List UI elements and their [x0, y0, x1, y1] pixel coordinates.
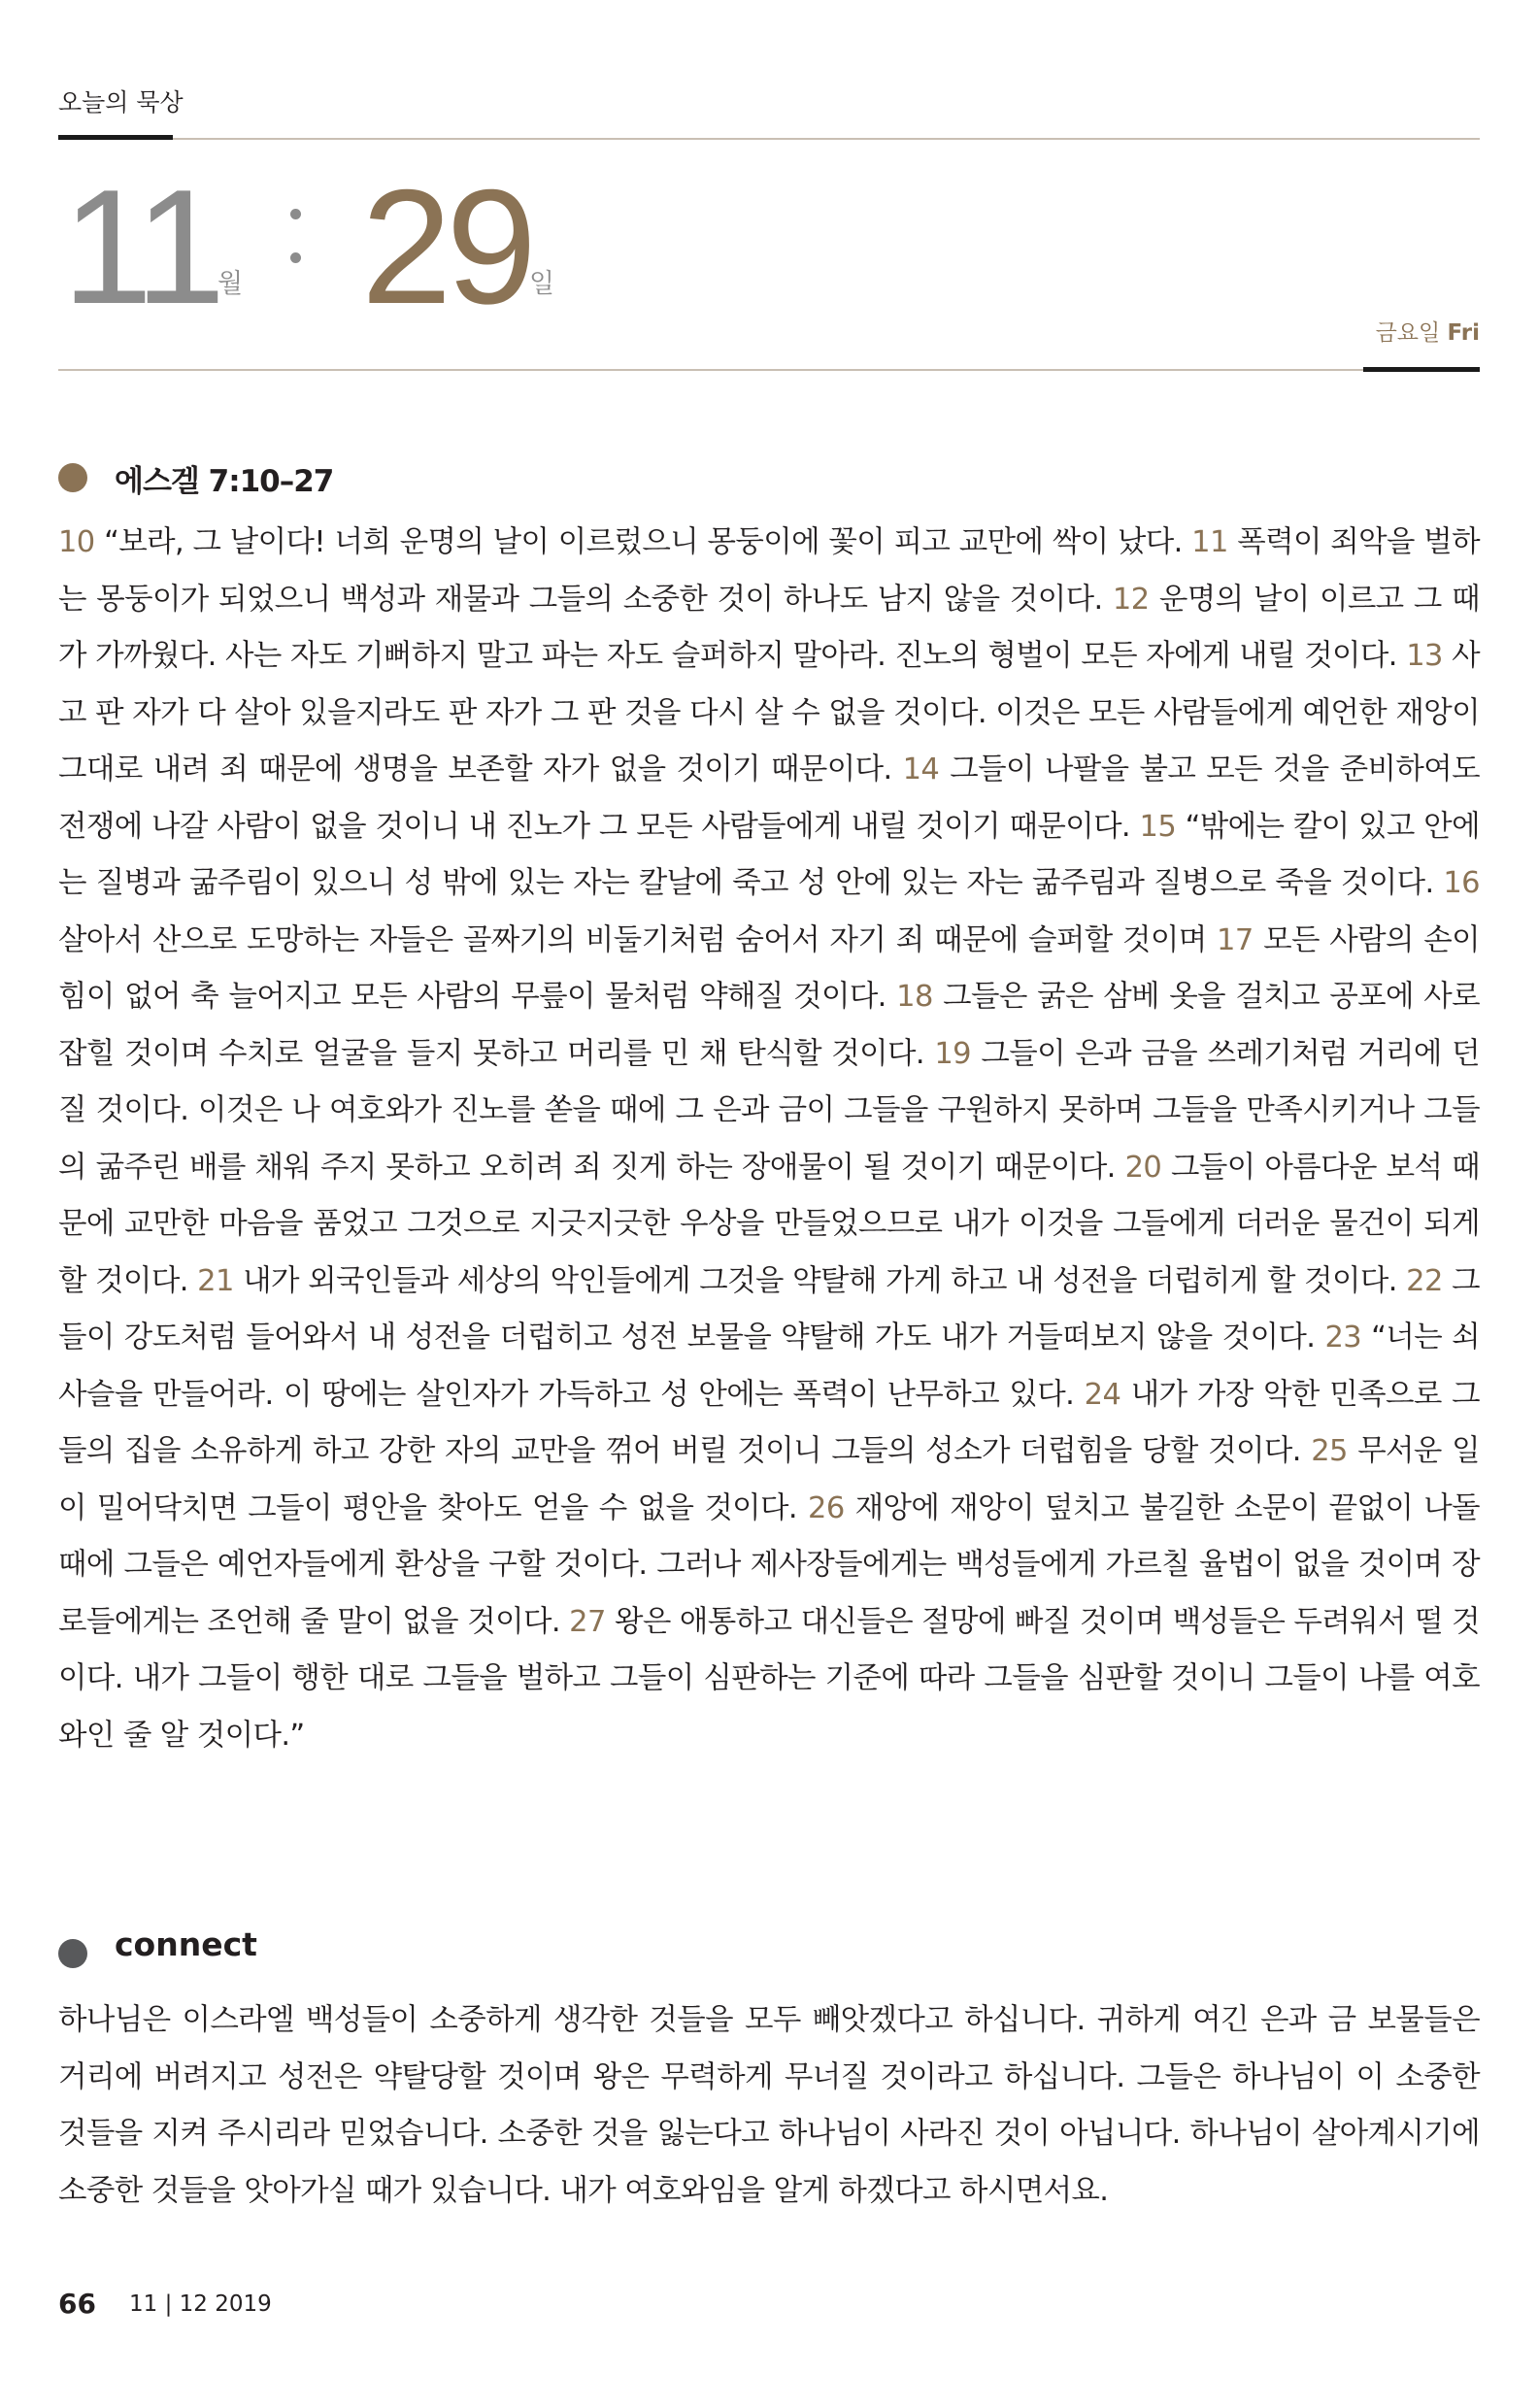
verse-text: 그들이 은과 금을 쓰레기처럼 거리에 던질 것이다. 이것은 나 여호와가 진노를 쏟을 때에 그 은과 금이 그들을 구원하지 못하며 그들을 만족시키거나 그들의 굶주린 배를 채워 주지 못하고 오히려 죄 짓게 하는 장애물이 될 것이기 때문이다.	[58, 1036, 1480, 1185]
page-number: 66	[58, 2288, 96, 2320]
verse-number: 20	[1124, 1150, 1162, 1185]
verse-text: 왕은 애통하고 대신들은 절망에 빠질 것이며 백성들은 두려워서 떨 것이다. 내가 그들이 행한 대로 그들을 벌하고 그들이 심판하는 기준에 따라 그들을 심판할 것이니 그들이 나를 여호와인 줄 알 것이다.”	[58, 1604, 1480, 1753]
header-divider	[58, 138, 1480, 140]
scripture-reference: 에스겔 7:10–27	[115, 464, 334, 499]
section-label: 오늘의 묵상	[58, 88, 184, 117]
verse-text: 살아서 산으로 도망하는 자들은 골짜기의 비둘기처럼 숨어서 자기 죄 때문에 슬퍼할 것이며	[58, 922, 1207, 957]
weekday-english: Fri	[1447, 320, 1480, 346]
scripture-text	[58, 515, 1480, 1764]
weekday-korean: 금요일	[1375, 320, 1441, 346]
date-month: 11	[62, 155, 220, 338]
verse-text: 모든 사람의 손이 힘이 없어 축 늘어지고 모든 사람의 무릎이 물처럼 약해질 것이다.	[58, 922, 1480, 1014]
date-divider	[58, 369, 1480, 371]
verse-text: 폭력이 죄악을 벌하는 몽둥이가 되었으니 백성과 재물과 그들의 소중한 것이 하나도 남지 않을 것이다.	[58, 525, 1480, 617]
verse-number: 12	[1112, 582, 1150, 617]
weekday	[1376, 315, 1480, 347]
date-separator-dot	[290, 209, 301, 219]
verse-text: 운명의 날이 이르고 그 때가 가까웠다. 사는 자도 기뻐하지 말고 파는 자도 슬퍼하지 말아라. 진노의 형벌이 모든 자에게 내릴 것이다.	[58, 582, 1480, 673]
verse-number: 19	[934, 1036, 971, 1071]
verse-text: 내가 가장 악한 민족으로 그들의 집을 소유하게 하고 강한 자의 교만을 꺾어 버릴 것이니 그들의 성소가 더럽힘을 당할 것이다.	[58, 1377, 1480, 1468]
bullet-icon	[58, 463, 87, 492]
verse-text: 그들이 나팔을 불고 모든 것을 준비하여도 전쟁에 나갈 사람이 없을 것이니 내 진노가 그 모든 사람들에게 내릴 것이기 때문이다.	[58, 752, 1480, 844]
verse-text: 그들이 강도처럼 들어와서 내 성전을 더럽히고 성전 보물을 약탈해 가도 내가 거들떠보지 않을 것이다.	[58, 1263, 1480, 1354]
verse-number: 16	[1443, 866, 1480, 900]
verse-text: 사고 판 자가 다 살아 있을지라도 판 자가 그 판 것을 다시 살 수 없을 것이다. 이것은 모든 사람들에게 예언한 재앙이 그대로 내려 죄 때문에 생명을 보존할 자가 없을 것이기 때문이다.	[58, 639, 1480, 786]
verse-number: 27	[569, 1604, 606, 1639]
verse-number: 24	[1084, 1377, 1121, 1412]
verse-number: 22	[1406, 1263, 1443, 1298]
date-month-unit: 월	[217, 269, 244, 299]
header-divider-accent	[58, 135, 173, 140]
verse-text: “너는 쇠사슬을 만들어라. 이 땅에는 살인자가 가득하고 성 안에는 폭력이 난무하고 있다.	[58, 1321, 1480, 1412]
date-day-unit: 일	[529, 269, 555, 299]
verse-number: 26	[808, 1490, 845, 1525]
verse-text: 그들은 굵은 삼베 옷을 걸치고 공포에 사로잡힐 것이며 수치로 얼굴을 들지 못하고 머리를 민 채 탄식할 것이다.	[58, 980, 1480, 1071]
bullet-icon	[58, 1939, 87, 1968]
verse-text: “밖에는 칼이 있고 안에는 질병과 굶주림이 있으니 성 밖에 있는 자는 칼날에 죽고 성 안에 있는 자는 굶주림과 질병으로 죽을 것이다.	[58, 809, 1480, 900]
verse-text: 재앙에 재앙이 덮치고 불길한 소문이 끝없이 나돌 때에 그들은 예언자들에게 환상을 구할 것이다. 그러나 제사장들에게는 백성들에게 가르칠 율법이 없을 것이며 장로들에게는 조언해 줄 말이 없을 것이다.	[58, 1490, 1480, 1639]
verse-text: 그들이 아름다운 보석 때문에 교만한 마음을 품었고 그것으로 지긋지긋한 우상을 만들었으므로 내가 이것을 그들에게 더러운 물건이 되게 할 것이다.	[58, 1150, 1480, 1298]
connect-heading: connect	[115, 1925, 257, 1963]
verse-number: 10	[58, 525, 95, 559]
verse-number: 11	[1191, 525, 1228, 559]
date-separator-dot	[290, 252, 301, 263]
date-day: 29	[361, 155, 531, 338]
verse-number: 18	[896, 980, 933, 1014]
date-divider-accent	[1363, 367, 1480, 372]
verse-text: 내가 외국인들과 세상의 악인들에게 그것을 약탈해 가게 하고 내 성전을 더럽히게 할 것이다.	[243, 1263, 1397, 1298]
verse-number: 21	[197, 1263, 234, 1298]
verse-number: 17	[1217, 922, 1254, 957]
verse-text: 무서운 일이 밀어닥치면 그들이 평안을 찾아도 얻을 수 없을 것이다.	[58, 1434, 1480, 1525]
verse-number: 15	[1139, 809, 1177, 844]
verse-number: 13	[1406, 639, 1443, 673]
issue-date: 11 | 12 2019	[129, 2291, 272, 2317]
verse-number: 23	[1324, 1321, 1362, 1354]
connect-text: 하나님은 이스라엘 백성들이 소중하게 생각한 것들을 모두 빼앗겠다고 하십니다. 귀하게 여긴 은과 금 보물들은 거리에 버려지고 성전은 약탈당할 것이며 왕은 무력하게 무너질 것이라고 하십니다. 그들은 하나님이 이 소중한 것들을 지켜 주시리라 믿었습니다. 소중한 것을 잃는다고 하나님이 사라진 것이 아닙니다. 하나님이 살아계시기에 소중한 것들을 앗아가실 때가 있습니다. 내가 여호와임을 알게 하겠다고 하시면서요.	[58, 2003, 1480, 2208]
verse-number: 14	[902, 752, 940, 786]
verse-number: 25	[1311, 1434, 1348, 1468]
verse-text: “보라, 그 날이다! 너희 운명의 날이 이르렀으니 몽둥이에 꽃이 피고 교만에 싹이 났다.	[104, 525, 1183, 559]
